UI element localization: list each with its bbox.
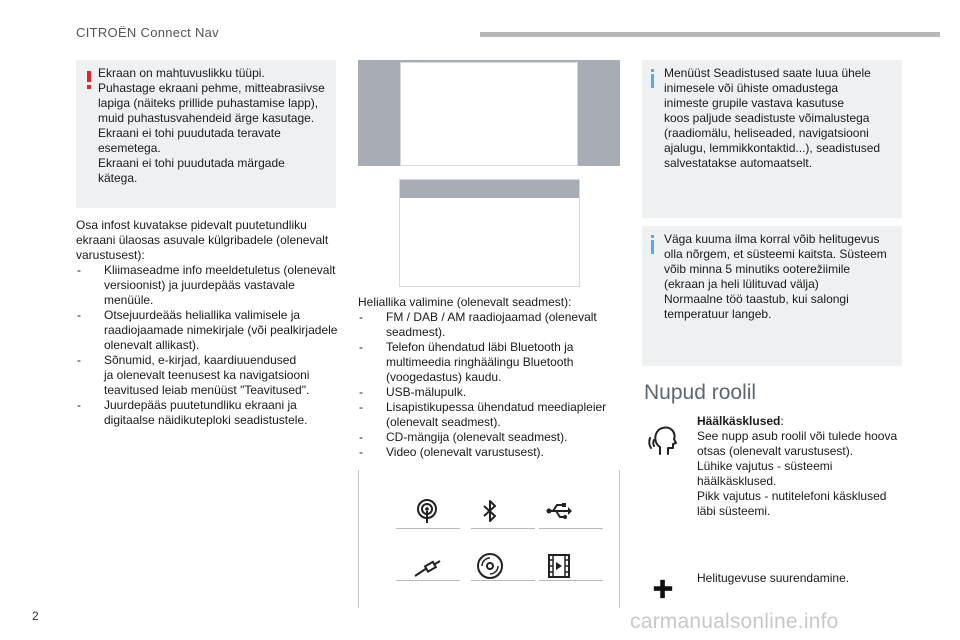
- voice-line: otsas (olenevalt varustusest).: [697, 444, 854, 458]
- warning-line: lapiga (näiteks prillide puhastamise lapp),: [98, 96, 319, 110]
- warning-box: [76, 60, 336, 208]
- warning-line: Ekraan on mahtuvuslikku tüüpi.: [98, 66, 265, 80]
- info-line: ajalugu, lemmikkontaktid...), seadistused: [664, 141, 881, 155]
- icon-underline: [396, 528, 460, 529]
- warning-line: Puhastage ekraani pehme, mitteabrasiivse: [98, 81, 325, 95]
- warning-line: esemetega.: [98, 141, 161, 155]
- source-icons-panel: [358, 470, 620, 608]
- screen-image-top: [358, 60, 620, 166]
- icon-underline: [539, 580, 603, 581]
- voice-line: Lühike vajutus - süsteemi: [697, 459, 833, 473]
- icon-underline: [471, 580, 535, 581]
- volume-up-text: Helitugevuse suurendamine.: [697, 571, 850, 585]
- info-box-profiles: [642, 60, 902, 218]
- warning-line: Ekraani ei tohi puudutada teravate: [98, 126, 281, 140]
- voice-line: See nupp asub roolil või tulede hoova: [697, 429, 898, 443]
- middle-column-text: [358, 295, 620, 460]
- paragraph-line: Heliallika valimine (olenevalt seadmest):: [358, 295, 572, 309]
- page-number: 2: [32, 609, 39, 623]
- warning-line: muid puhastusvahendeid ärge kasutage.: [98, 111, 315, 125]
- warning-text: [98, 66, 336, 186]
- left-feature-list: [76, 263, 342, 428]
- info-line: temperatuur langeb.: [664, 307, 772, 321]
- watermark: carmanualsonline.info: [630, 610, 839, 633]
- info-line: (raadiomälu, heliseaded, navigatsiooni: [664, 126, 869, 140]
- warning-line: kätega.: [98, 171, 138, 185]
- header-bar: [480, 32, 940, 37]
- cd-icon: [476, 552, 504, 580]
- list-item: - Video (olenevalt varustusest).: [358, 445, 620, 460]
- aux-jack-icon: [413, 554, 441, 582]
- info-line: (ekraan ja heli lülituvad välja): [664, 277, 819, 291]
- usb-icon: [545, 497, 573, 525]
- list-item: - FM / DAB / AM raadiojaamad (olenevalt seadmest).: [358, 310, 620, 340]
- list-item: - Kliimaseadme info meeldetuletus (olenevalt versioonist) ja juurdepääs vastavale menüüle.: [76, 263, 342, 308]
- list-item: - Sõnumid, e-kirjad, kaardiuuendused ja olenevalt teenusest ka navigatsiooni teavitused leiab menüüst "Teavitused".: [76, 353, 342, 398]
- info-line: inimeste grupile vastava kasutuse: [664, 96, 845, 110]
- list-item: - Juurdepääs puutetundliku ekraani ja digitaalse näidikuteploki seadistustele.: [76, 398, 342, 428]
- paragraph-line: Osa infost kuvatakse pidevalt puutetundliku: [76, 218, 307, 232]
- radio-icon: [413, 497, 441, 525]
- info-line: olla nõrgem, et süsteemi kaitsta. Süsteem: [664, 247, 887, 261]
- section-title: Nupud roolil: [644, 381, 757, 404]
- paragraph-line: ekraani ülaosas asuvale külgribadele (olenevalt: [76, 233, 329, 247]
- voice-line: läbi süsteemi.: [697, 504, 771, 518]
- voice-line: häälkäsklused.: [697, 474, 777, 488]
- info-line: inimesele või ühiste omadustega: [664, 81, 839, 95]
- icon-underline: [539, 528, 603, 529]
- voice-line: Pikk vajutus - nutitelefoni käsklused: [697, 489, 887, 503]
- info-line: Menüüst Seadistused saate luua ühele: [664, 66, 871, 80]
- list-item: - USB-mälupulk.: [358, 385, 620, 400]
- info-text-profiles: [664, 66, 902, 171]
- info-box-heat: [642, 226, 902, 366]
- voice-command-text: [697, 414, 907, 519]
- paragraph-line: varustusest):: [76, 248, 145, 262]
- plus-icon: [652, 578, 674, 600]
- voice-command-heading: Häälkäsklused: [697, 414, 781, 428]
- info-line: koos paljude seadistuste võimalustega: [664, 111, 870, 125]
- list-item: - Telefon ühendatud läbi Bluetooth ja multimeedia ringhäälingu Bluetooth (voogedastus) kaudu.: [358, 340, 620, 385]
- list-item: - CD-mängija (olenevalt seadmest).: [358, 430, 620, 445]
- heading-colon: :: [780, 414, 784, 428]
- info-line: Väga kuuma ilma korral võib helitugevus: [664, 232, 880, 246]
- voice-command-icon: [646, 420, 686, 460]
- info-line: Normaalne töö taastub, kui salongi: [664, 292, 849, 306]
- list-item: - Lisapistikupessa ühendatud meediapleier (olenevalt seadmest).: [358, 400, 620, 430]
- screen-image-middle: [399, 179, 580, 287]
- info-text-heat: [664, 232, 902, 322]
- warning-line: Ekraani ei tohi puudutada märgade: [98, 156, 285, 170]
- icon-underline: [471, 528, 535, 529]
- bluetooth-icon: [476, 497, 504, 525]
- video-icon: [545, 552, 573, 580]
- header-title: CITROËN Connect Nav: [76, 25, 219, 40]
- icon-underline: [396, 580, 460, 581]
- info-line: võib minna 5 minutiks ooterežiimile: [664, 262, 851, 276]
- info-line: salvestatakse automaatselt.: [664, 156, 813, 170]
- list-item: - Otsejuurdeääs heliallika valimisele ja raadiojaamade nimekirjale (või pealkirjadele olenevalt allikast).: [76, 308, 342, 353]
- left-column-text: [76, 218, 342, 428]
- source-list: [358, 310, 620, 460]
